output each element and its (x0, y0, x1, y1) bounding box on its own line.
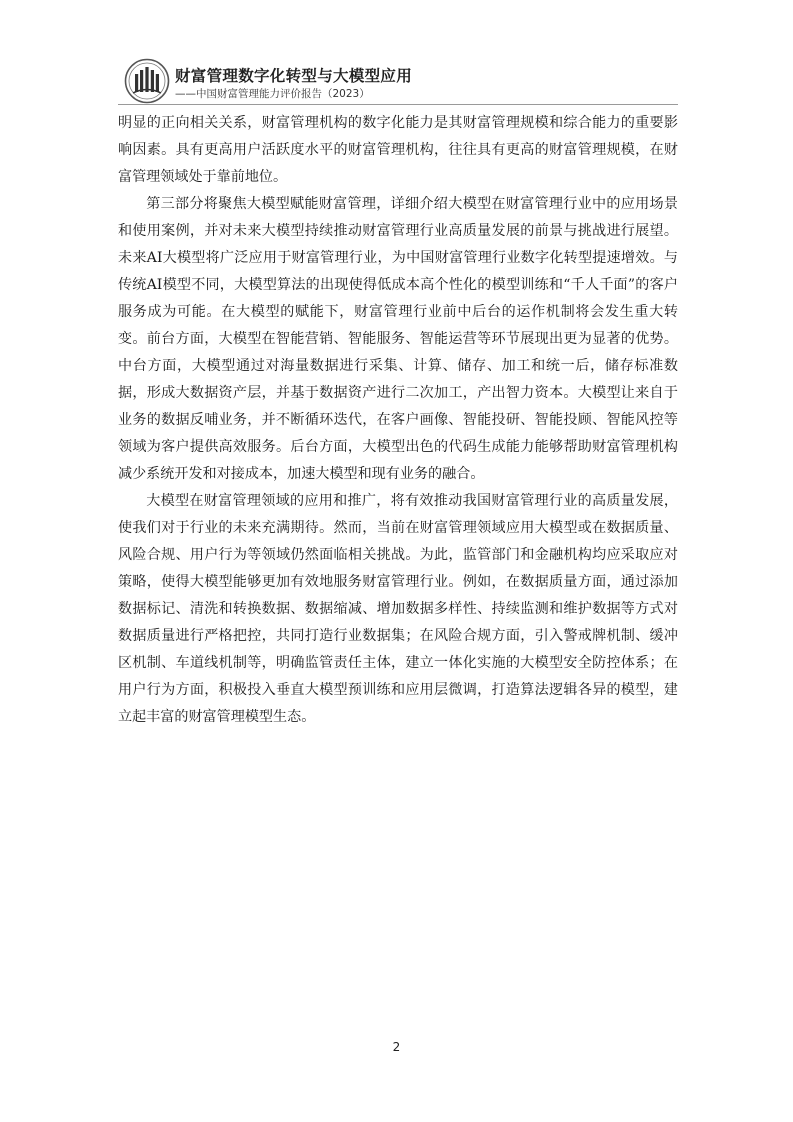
page-number: 2 (392, 1040, 401, 1054)
bars-in-circle-logo-icon (124, 58, 170, 104)
report-subtitle: ——中国财富管理能力评价报告（2023） (175, 88, 370, 100)
page-header (124, 58, 684, 106)
header-divider (118, 104, 678, 105)
report-title: 财富管理数字化转型与大模型应用 (175, 67, 413, 85)
paragraph: 第三部分将聚焦大模型赋能财富管理，详细介绍大模型在财富管理行业中的应用场景和使用案例，并对未来大模型持续推动财富管理行业高质量发展的前景与挑战进行展望。未来AI大模型将广泛应用于财富管理行业，为中国财富管理行业数字化转型提速增效。与传统AI模型不同，大模型算法的出现使得低成本高个性化的模型训练和“千人千面”的客户服务成为可能。在大模型的赋能下，财富管理行业前中后台的运作机制将会发生重大转变。前台方面，大模型在智能营销、智能服务、智能运营等环节展现出更为显著的优势。中台方面，大模型通过对海量数据进行采集、计算、储存、加工和统一后，储存标准数据，形成大数据资产层，并基于数据资产进行二次加工，产出智力资本。大模型让来自于业务的数据反哺业务，并不断循环迭代，在客户画像、智能投研、智能投顾、智能风控等领域为客户提供高效服务。后台方面，大模型出色的代码生成能力能够帮助财富管理机构减少系统开发和对接成本，加速大模型和现有业务的融合。 (118, 196, 678, 482)
paragraph: 大模型在财富管理领域的应用和推广，将有效推动我国财富管理行业的高质量发展，使我们对于行业的未来充满期待。然而，当前在财富管理领域应用大模型或在数据质量、风险合规、用户行为等领域仍然面临相关挑战。为此，监管部门和金融机构均应采取应对策略，使得大模型能够更加有效地服务财富管理行业。例如，在数据质量方面，通过添加数据标记、清洗和转换数据、数据缩减、增加数据多样性、持续监测和维护数据等方式对数据质量进行严格把控，共同打造行业数据集；在风险合规方面，引入警戒牌机制、缓冲区机制、车道线机制等，明确监管责任主体，建立一体化实施的大模型安全防控体系；在用户行为方面，积极投入垂直大模型预训练和应用层微调，打造算法逻辑各异的模型，建立起丰富的财富管理模型生态。 (118, 493, 678, 725)
paragraph-continuation: 明显的正向相关关系，财富管理机构的数字化能力是其财富管理规模和综合能力的重要影响因素。具有更高用户活跃度水平的财富管理机构，往往具有更高的财富管理规模，在财富管理领域处于靠前地位。 (118, 115, 678, 185)
body-text (118, 110, 678, 731)
